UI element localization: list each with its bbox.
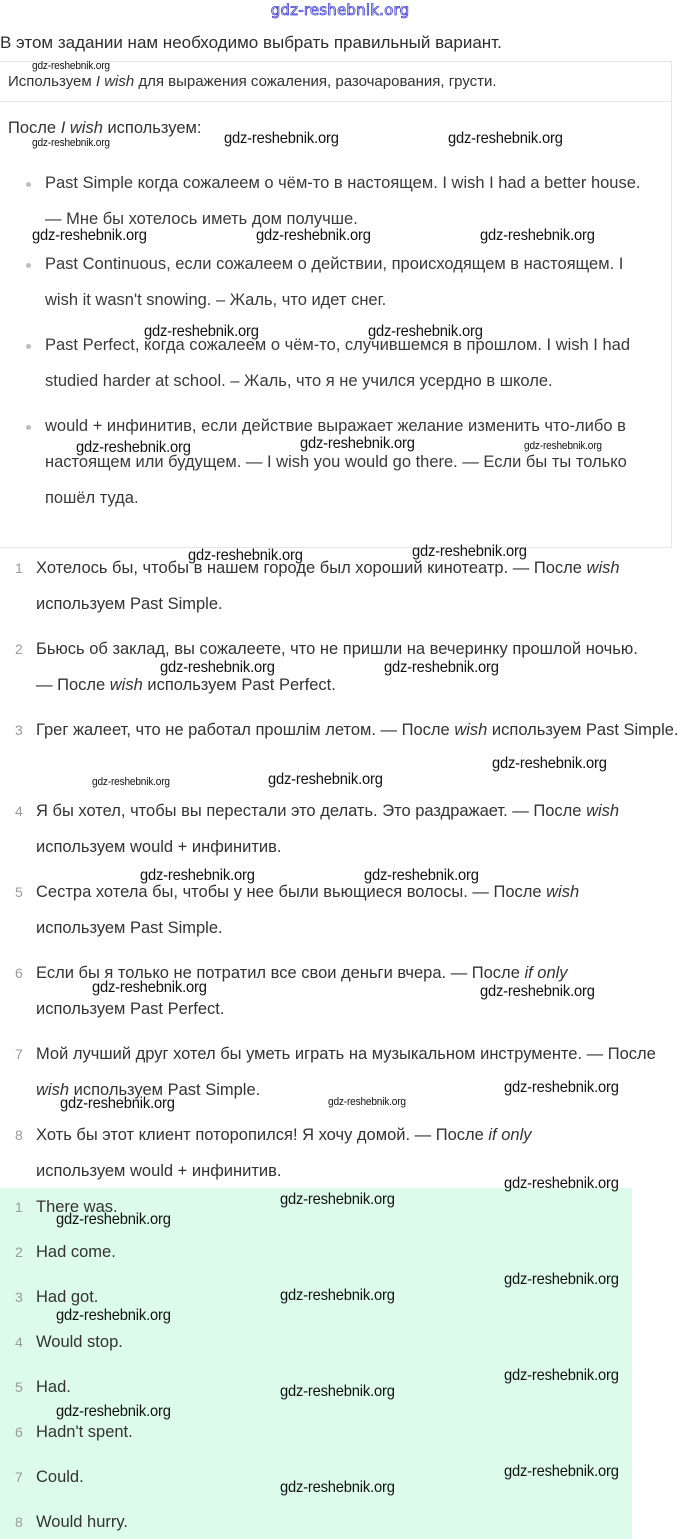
task-em: wish (36, 1081, 70, 1099)
task-text: Грег жалеет, что не работал прошлім летом. — После (36, 721, 455, 739)
watermark: gdz-reshebnik.org (524, 440, 602, 452)
watermark: gdz-reshebnik.org (32, 137, 110, 149)
info-heading-em: I wish (95, 73, 135, 90)
watermark: gdz-reshebnik.org (504, 1463, 619, 1480)
watermark: gdz-reshebnik.org (280, 1287, 395, 1304)
after-wish-em: I wish (60, 119, 103, 137)
task-number: 7 (15, 1046, 23, 1062)
watermark: gdz-reshebnik.org (76, 439, 191, 456)
watermark: gdz-reshebnik.org (224, 130, 339, 147)
watermark: gdz-reshebnik.org (300, 435, 415, 452)
answer-number: 6 (15, 1424, 23, 1440)
watermark: gdz-reshebnik.org (280, 1383, 395, 1400)
rule-bullet: Past Perfect, когда сожалеем о чём-то, случившемся в прошлом. I wish I had studied harder at school. – Жаль, что я не учился усердно в школе. (45, 336, 630, 390)
task-text: используем Past Simple. (487, 721, 679, 739)
watermark: gdz-reshebnik.org (56, 1307, 171, 1324)
task-number: 1 (15, 560, 23, 576)
task-text: используем would + инфинитив. (36, 1162, 282, 1180)
watermark: gdz-reshebnik.org (504, 1079, 619, 1096)
task-em: if only (524, 964, 568, 982)
task-number: 3 (15, 722, 23, 738)
task-em: wish (454, 721, 488, 739)
task-item (36, 631, 656, 703)
task-text: Мой лучший друг хотел бы уметь играть на музыкальном инструменте. — После (36, 1045, 656, 1063)
task-text: Хоть бы этот клиент поторопился! Я хочу домой. — После (36, 1126, 489, 1144)
info-divider (0, 101, 672, 102)
task-item (36, 874, 646, 946)
after-wish-heading (8, 119, 201, 138)
watermark: gdz-reshebnik.org (60, 1095, 175, 1112)
task-number: 8 (15, 1127, 23, 1143)
watermark: gdz-reshebnik.org (480, 983, 595, 1000)
task-em: wish (586, 559, 620, 577)
task-text: Хотелось бы, чтобы в нашем городе был хороший кинотеатр. — После (36, 559, 587, 577)
task-item (36, 550, 680, 622)
answer-number: 8 (15, 1514, 23, 1530)
bullet-dot (26, 344, 31, 349)
watermark: gdz-reshebnik.org (504, 1271, 619, 1288)
task-item (36, 712, 680, 748)
watermark: gdz-reshebnik.org (504, 1175, 619, 1192)
watermark: gdz-reshebnik.org (140, 867, 255, 884)
answer-item: There was. (36, 1198, 118, 1216)
watermark: gdz-reshebnik.org (280, 1479, 395, 1496)
answer-number: 4 (15, 1334, 23, 1350)
after-wish-suffix: используем: (102, 119, 202, 137)
task-text: используем Past Perfect. (36, 1000, 225, 1018)
intro-text: В этом задании нам необходимо выбрать правильный вариант. (0, 33, 502, 52)
task-text: используем Past Perfect. (142, 676, 336, 694)
watermark: gdz-reshebnik.org (364, 867, 479, 884)
watermark: gdz-reshebnik.org (328, 1096, 406, 1108)
watermark: gdz-reshebnik.org (160, 659, 275, 676)
info-heading (8, 73, 497, 90)
rule-bullet: would + инфинитив, если действие выражает желание изменить что-либо в настоящем или будущем. — I wish you would go there. — Если бы ты только пошёл туда. (45, 417, 627, 507)
watermark: gdz-reshebnik.org (280, 1191, 395, 1208)
watermark: gdz-reshebnik.org (268, 771, 383, 788)
answer-item: Hadn't spent. (36, 1423, 133, 1441)
answer-number: 5 (15, 1379, 23, 1395)
watermark: gdz-reshebnik.org (56, 1403, 171, 1420)
answer-item: Could. (36, 1468, 84, 1486)
answer-number: 1 (15, 1199, 23, 1215)
task-text: используем Past Simple. (69, 1081, 261, 1099)
rule-bullet: Past Continuous, если сожалеем о действии, происходящем в настоящем. I wish it wasn't snowing. – Жаль, что идет снег. (45, 255, 624, 309)
watermark: gdz-reshebnik.org (412, 543, 527, 560)
task-number: 4 (15, 803, 23, 819)
bullet-dot (26, 182, 31, 187)
answer-number: 2 (15, 1244, 23, 1260)
task-text: Сестра хотела бы, чтобы у нее были вьющиеся волосы. — После (36, 883, 547, 901)
task-number: 5 (15, 884, 23, 900)
watermark: gdz-reshebnik.org (448, 130, 563, 147)
answer-item: Had got. (36, 1288, 99, 1306)
task-text: Я бы хотел, чтобы вы перестали это делать. Это раздражает. — После (36, 802, 587, 820)
watermark: gdz-reshebnik.org (368, 323, 483, 340)
task-number: 6 (15, 965, 23, 981)
answer-item: Would hurry. (36, 1513, 129, 1531)
watermark: gdz-reshebnik.org (92, 979, 207, 996)
watermark: gdz-reshebnik.org (32, 227, 147, 244)
watermark: gdz-reshebnik.org (56, 1211, 171, 1228)
watermark: gdz-reshebnik.org (144, 323, 259, 340)
after-wish-prefix: После (8, 119, 61, 137)
watermark: gdz-reshebnik.org (256, 227, 371, 244)
task-text: используем Past Simple. (36, 595, 223, 613)
watermark: gdz-reshebnik.org (92, 776, 170, 788)
watermark: gdz-reshebnik.org (188, 547, 303, 564)
info-heading-suffix: для выражения сожаления, разочарования, грусти. (134, 73, 497, 90)
answer-number: 3 (15, 1289, 23, 1305)
task-text: используем Past Simple. (36, 919, 223, 937)
bullet-dot (26, 263, 31, 268)
task-text: Бьюсь об заклад, вы сожалеете, что не пришли на вечеринку прошлой ночью. — После (36, 640, 638, 694)
watermark: gdz-reshebnik.org (32, 60, 110, 72)
task-number: 2 (15, 641, 23, 657)
answer-item: Had. (36, 1378, 71, 1396)
watermark: gdz-reshebnik.org (504, 1367, 619, 1384)
task-text: Если бы я только не потратил все свои деньги вчера. — После (36, 964, 525, 982)
watermark: gdz-reshebnik.org (480, 227, 595, 244)
answer-item: Would stop. (36, 1333, 123, 1351)
site-watermark-top: gdz-reshebnik.org (270, 1, 410, 19)
watermark: gdz-reshebnik.org (384, 659, 499, 676)
task-em: if only (488, 1126, 532, 1144)
task-em: wish (546, 883, 580, 901)
watermark: gdz-reshebnik.org (492, 755, 607, 772)
task-item (36, 793, 680, 865)
task-text: используем would + инфинитив. (36, 838, 282, 856)
bullet-dot (26, 425, 31, 430)
task-em: wish (586, 802, 620, 820)
task-em: wish (109, 676, 143, 694)
rule-bullet: Past Simple когда сожалеем о чём-то в настоящем. I wish I had a better house. — Мне бы хотелось иметь дом получше. (45, 174, 641, 228)
answer-number: 7 (15, 1469, 23, 1485)
answer-item: Had come. (36, 1243, 116, 1261)
info-heading-prefix: Используем (8, 73, 96, 90)
